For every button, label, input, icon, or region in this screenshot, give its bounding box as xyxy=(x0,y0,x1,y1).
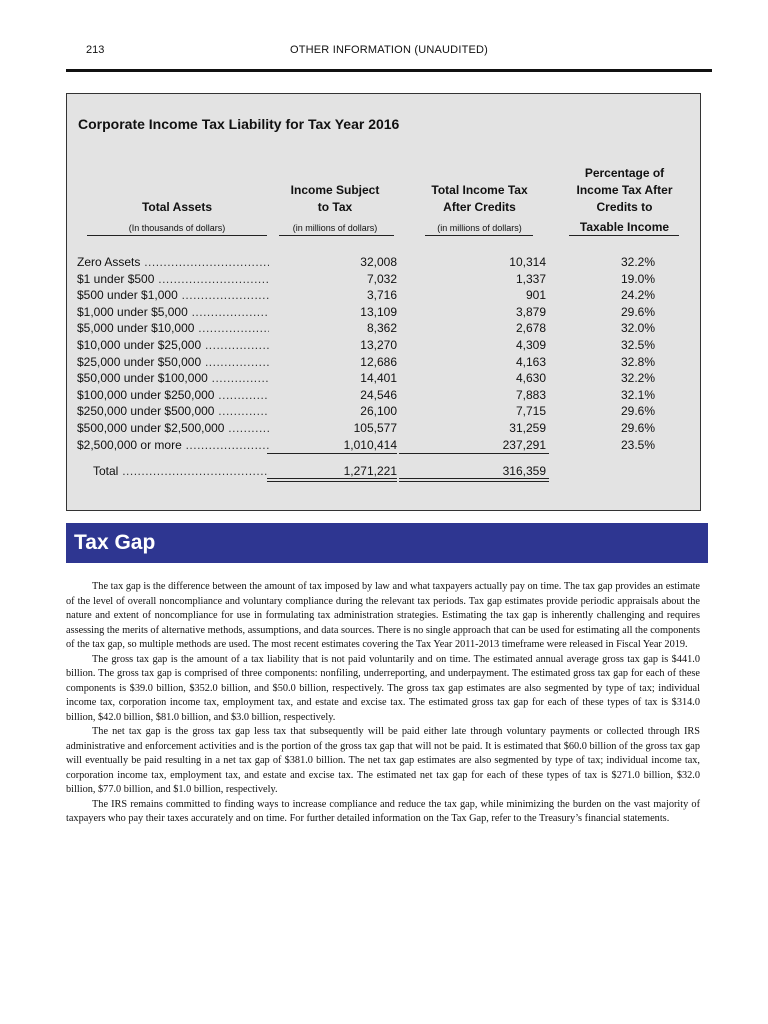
table-title: Corporate Income Tax Liability for Tax Year 2016 xyxy=(78,116,400,132)
col-underline xyxy=(279,235,394,236)
percentage-value: 24.2% xyxy=(620,288,655,303)
income-value: 8,362 xyxy=(366,321,397,336)
percentage-value: 32.5% xyxy=(620,337,655,352)
paragraph: The net tax gap is the gross tax gap less tax that subsequently will be paid either late through voluntary payments or collected through IRS administrative and enforcement activities and is the portion of the gross tax gap that will not be paid. It is estimated that $60.0 billion of the gross tax gap will eventually be paid resulting in a net tax gap of $381.0 billion. The net tax gap estimates are also segmented by type of tax; individual income tax, corporation income tax, employment tax, and estate and excise tax. The estimated net tax gap for each of these types of tax is $271.0 billion, $32.0 billion, $77.0 billion, and $1.0 billion, respectively. xyxy=(66,726,700,795)
table-row xyxy=(67,304,700,321)
total-income-value: 1,271,221 xyxy=(343,464,397,478)
table-row xyxy=(67,403,700,420)
income-value: 26,100 xyxy=(360,404,397,419)
col-unit-total-assets: (In thousands of dollars) xyxy=(128,223,226,233)
tax-value: 10,314 xyxy=(509,255,546,269)
income-value: 24,546 xyxy=(360,387,397,402)
row-label: $250,000 under $500,000 ..... xyxy=(77,403,269,420)
col-underline xyxy=(87,235,267,236)
header-rule xyxy=(66,69,712,72)
income-value: 105,577 xyxy=(353,420,397,435)
row-label: $2,500,000 or more ..... xyxy=(77,437,269,454)
tax-value: 901 xyxy=(525,288,546,303)
table-row xyxy=(67,287,700,304)
tax-value: 4,163 xyxy=(515,354,546,369)
page-number: 213 xyxy=(86,44,105,56)
tax-value: 3,879 xyxy=(515,304,546,319)
percentage-value: 32.2% xyxy=(620,371,655,386)
percentage-value: 29.6% xyxy=(620,304,655,319)
table-row xyxy=(67,271,700,288)
total-double-rule xyxy=(267,478,397,479)
body-text xyxy=(66,580,700,827)
row-label: $500 under $1,000 ..... xyxy=(77,287,269,304)
section-title: Tax Gap xyxy=(74,531,156,554)
col-heading-total-income-tax: Total Income Tax After Credits xyxy=(431,183,528,214)
total-label: Total ..... xyxy=(93,462,269,480)
row-label: $1 under $500 ..... xyxy=(77,271,269,288)
table-row xyxy=(67,354,700,371)
row-label: $1,000 under $5,000 ..... xyxy=(77,304,269,321)
percentage-value: 23.5% xyxy=(620,437,655,452)
tax-value: 31,259 xyxy=(509,420,546,435)
tax-value: 4,630 xyxy=(515,371,546,386)
page-header xyxy=(66,44,712,64)
percentage-value: 29.6% xyxy=(620,404,655,419)
income-value: 12,686 xyxy=(360,354,397,369)
row-label: Zero Assets ..... xyxy=(77,254,269,271)
subtotal-rule xyxy=(267,453,397,454)
col-heading-total-assets: Total Assets xyxy=(141,200,213,214)
income-value: 7,032 xyxy=(366,271,397,286)
row-label: $50,000 under $100,000 ..... xyxy=(77,370,269,387)
section-banner xyxy=(66,523,708,563)
paragraph: The gross tax gap is the amount of a tax liability that is not paid voluntarily and on time. The estimated annual average gross tax gap is $441.0 billion. The gross tax gap is comprised of three components: nonfiling, underreporting, and underpayment. The estimated gross tax gap for each of these components is $39.0 billion, $352.0 billion, and $50.0 billion, respectively. The gross tax gap estimates are also segmented by type of tax; individual income tax, corporation income tax, employment tax, and estate and excise tax. The estimated gross tax gap for each of these types of tax is $314.0 billion, $42.0 billion, $81.0 billion, and $3.0 billion, respectively. xyxy=(66,653,700,723)
income-value: 13,109 xyxy=(360,304,397,319)
row-label: $500,000 under $2,500,000 ..... xyxy=(77,420,269,437)
income-value: 1,010,414 xyxy=(343,437,397,452)
percentage-value: 32.1% xyxy=(620,387,655,402)
tax-value: 2,678 xyxy=(515,321,546,336)
total-double-rule xyxy=(399,478,549,479)
percentage-value: 32.8% xyxy=(620,354,655,369)
paragraph: The IRS remains committed to finding ways to increase compliance and reduce the tax gap, while minimizing the burden on the vast majority of taxpayers who pay their taxes accurately and on time. For further detailed information on the Tax Gap, refer to the Treasury’s financial statements. xyxy=(66,798,700,824)
row-label: $10,000 under $25,000 ..... xyxy=(77,337,269,354)
page-heading: OTHER INFORMATION (UNAUDITED) xyxy=(289,44,489,56)
percentage-value: 32.2% xyxy=(620,255,655,269)
tax-value: 1,337 xyxy=(515,271,546,286)
paragraph: The tax gap is the difference between the amount of tax imposed by law and what taxpayers actually pay on time. The tax gap provides an estimate of the level of overall noncompliance and voluntary compliance during the relevant tax periods. Tax gap estimates provide periodic appraisals about the nature and extent of noncompliance for use in formulating tax administration strategies. Estimating the tax gap is inherently challenging and requires assessing the merits of alternative methods, assumptions, and data sources. There is no single approach that can be used for estimating all the components of the tax gap, so multiple methods are used. The most recent estimates covering the Tax Year 2011-2013 timeframe were released in Fiscal Year 2019. xyxy=(66,581,700,650)
subtotal-rule xyxy=(399,453,549,454)
income-value: 14,401 xyxy=(360,371,397,386)
total-double-rule xyxy=(267,481,397,482)
percentage-value: 29.6% xyxy=(620,420,655,435)
tax-value: 7,883 xyxy=(515,387,546,402)
table-row xyxy=(67,420,700,437)
row-label: $100,000 under $250,000 ..... xyxy=(77,387,269,404)
table-row xyxy=(67,320,700,337)
col-unit-total-income-tax: (in millions of dollars) xyxy=(437,223,522,233)
income-value: 13,270 xyxy=(360,337,397,352)
row-label: $5,000 under $10,000 ..... xyxy=(77,320,269,337)
col-underline xyxy=(425,235,533,236)
col-heading-income-subject: Income Subject to Tax xyxy=(290,183,380,214)
col-underline xyxy=(569,235,679,236)
income-value: 3,716 xyxy=(366,288,397,303)
tax-value: 237,291 xyxy=(502,437,546,452)
table-row xyxy=(67,254,700,271)
col-heading-percentage: Percentage of Income Tax After Credits to xyxy=(576,166,673,214)
tax-liability-table xyxy=(66,93,701,511)
table-row xyxy=(67,437,700,454)
table-rows xyxy=(67,254,700,453)
table-row xyxy=(67,337,700,354)
total-double-rule xyxy=(399,481,549,482)
total-tax-value: 316,359 xyxy=(502,464,546,478)
tax-value: 7,715 xyxy=(515,404,546,419)
table-row xyxy=(67,370,700,387)
col-unit-percentage: Taxable Income xyxy=(579,220,670,234)
percentage-value: 32.0% xyxy=(620,321,655,336)
row-label: $25,000 under $50,000 ..... xyxy=(77,354,269,371)
table-row xyxy=(67,387,700,404)
percentage-value: 19.0% xyxy=(620,271,655,286)
income-value: 32,008 xyxy=(360,255,397,269)
tax-value: 4,309 xyxy=(515,337,546,352)
col-unit-income-subject: (in millions of dollars) xyxy=(292,223,378,233)
